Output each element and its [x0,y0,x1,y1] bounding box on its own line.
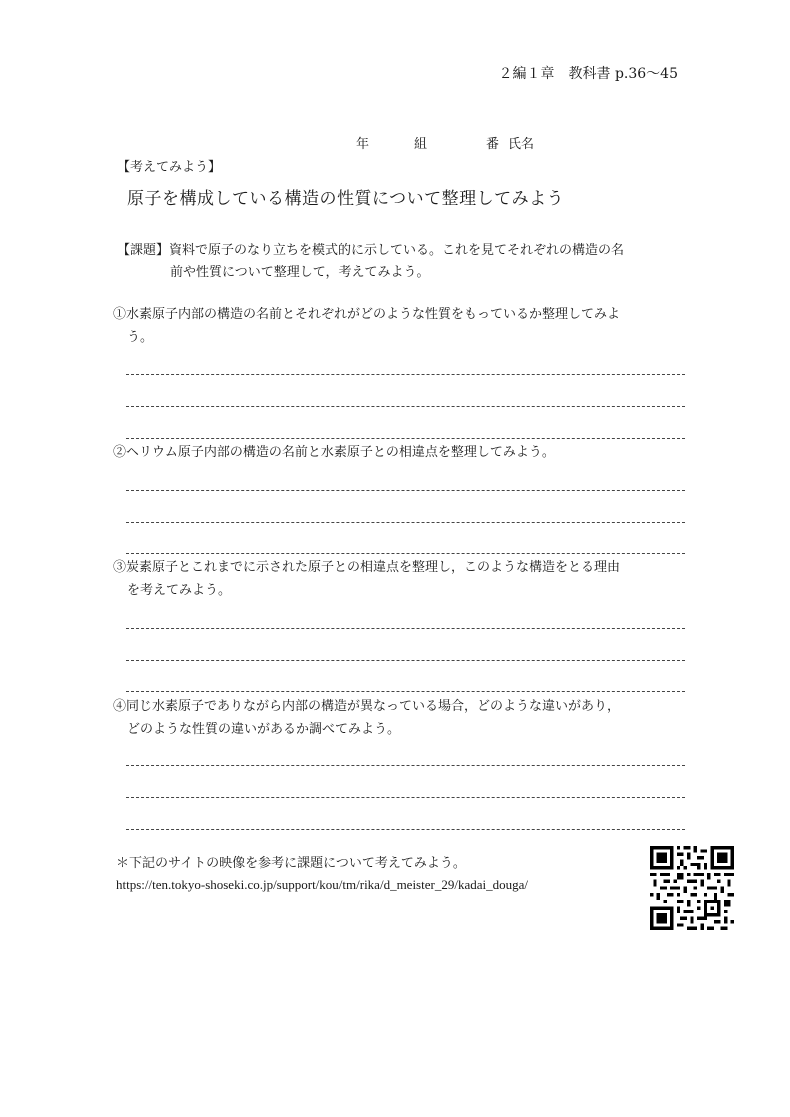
answer-line[interactable] [126,553,685,554]
textbook-reference: ２編１章 教科書 p.36～45 [498,66,678,82]
answer-line[interactable] [126,374,685,375]
question-1 [113,303,620,349]
answer-line[interactable] [126,691,685,692]
question-text-line1: ④同じ水素原子でありながら内部の構造が異なっている場合，どのような違いがあり， [113,699,621,714]
video-link[interactable]: https://ten.tokyo-shoseki.co.jp/support/kou/tm/rika/d_meister_29/kadai_douga/ [116,877,528,892]
task-label: 【課題】 [117,243,170,258]
number-label: 番 [486,137,500,152]
answer-line[interactable] [126,628,685,629]
answer-line[interactable] [126,829,685,830]
section-label: 【考えてみよう】 [117,160,222,175]
page-title: 原子を構成している構造の性質について整理してみよう [127,189,565,209]
answer-line[interactable] [126,797,685,798]
question-2 [113,441,555,464]
name-label: 氏名 [508,137,535,152]
answer-line[interactable] [126,406,685,407]
question-text-line2: を考えてみよう。 [127,583,232,598]
task-block [117,240,624,284]
task-text-line1: 資料で原子のなり立ちを模式的に示している。これを見てそれぞれの構造の名 [169,243,625,258]
class-label: 組 [414,137,428,152]
qr-code-icon[interactable] [650,846,734,930]
question-4 [113,695,620,741]
question-text-line2: どのような性質の違いがあるか調べてみよう。 [127,722,401,737]
answer-line[interactable] [126,522,685,523]
answer-line[interactable] [126,490,685,491]
question-text-line1: ①水素原子内部の構造の名前とそれぞれがどのような性質をもっているか整理してみよ [113,307,621,322]
task-text-line2: 前や性質について整理して，考えてみよう。 [170,265,430,280]
question-3 [113,556,620,602]
answer-line[interactable] [126,660,685,661]
year-label: 年 [356,137,370,152]
footer-note: ＊下記のサイトの映像を参考に課題について考えてみよう。 [116,856,466,871]
question-text-line2: う。 [127,330,154,345]
answer-line[interactable] [126,765,685,766]
answer-line[interactable] [126,438,685,439]
question-text-line1: ②ヘリウム原子内部の構造の名前と水素原子との相違点を整理してみよう。 [113,445,555,460]
question-text-line1: ③炭素原子とこれまでに示された原子との相違点を整理し，このような構造をとる理由 [113,560,621,575]
student-name-row [356,133,534,152]
